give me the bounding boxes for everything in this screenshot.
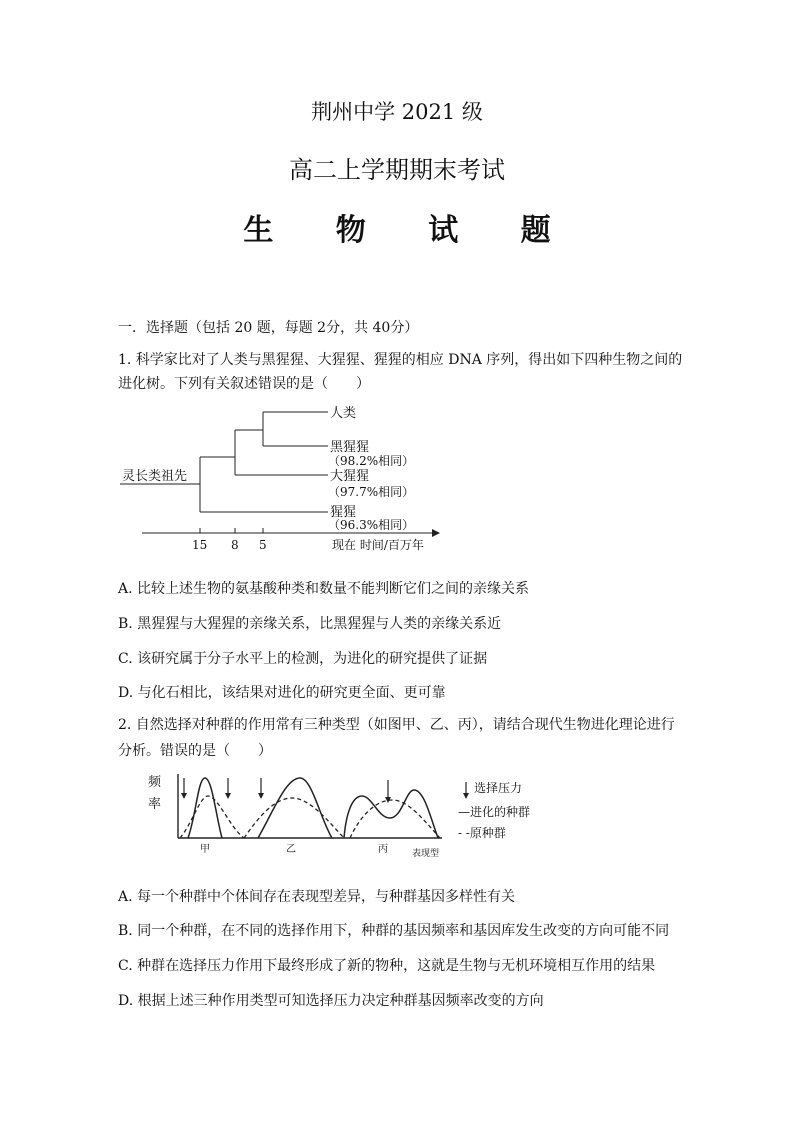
panel-label-bing: 丙 xyxy=(378,844,388,855)
panel-label-jia: 甲 xyxy=(200,844,210,855)
pressure-arrow-3 xyxy=(258,793,264,799)
q1-option-a: A. 比较上述生物的氨基酸种类和数量不能判断它们之间的亲缘关系 xyxy=(118,581,530,597)
time-axis-label: 现在 时间/百万年 xyxy=(332,538,424,552)
q2-option-a: A. 每一个种群中个体间存在表现型差异，与种群基因多样性有关 xyxy=(118,889,516,905)
q2-stem-line1: 2. 自然选择对种群的作用常有三种类型（如图甲、乙、丙），请结合现代生物进化理论进行 xyxy=(118,717,675,733)
leaf-gorilla-note: （97.7%相同） xyxy=(328,485,415,499)
section-heading: 一．选择题（包括 20 题，每题 2分，共 40分） xyxy=(118,320,419,336)
q1-stem-line2: 进化树。下列有关叙述错误的是（ ） xyxy=(118,376,370,392)
legend-pressure: 选择压力 xyxy=(474,781,523,795)
leaf-gorilla: 大猩猩 xyxy=(330,469,370,484)
panel-jia-evolved xyxy=(188,778,222,838)
pressure-arrow-2 xyxy=(225,793,231,799)
legend-original: - -原种群 xyxy=(458,826,506,840)
q2-selection-figure xyxy=(140,766,560,866)
leaf-orangutan: 猩猩 xyxy=(330,505,357,520)
xlabel-phenotype: 表现型 xyxy=(412,849,440,859)
leaf-chimp-note: （98.2%相同） xyxy=(328,454,415,468)
q1-option-c: C. 该研究属于分子水平上的检测，为进化的研究提供了证据 xyxy=(118,651,488,667)
subject-title: 生 物 试 题 xyxy=(243,213,577,248)
time-axis-arrow xyxy=(432,529,440,537)
ylabel-freq-2: 率 xyxy=(148,797,162,812)
q2-stem-line2: 分析。错误的是（ ） xyxy=(118,743,272,759)
leaf-chimp: 黑猩猩 xyxy=(330,440,370,455)
q1-option-d: D. 与化石相比，该结果对进化的研究更全面、更可靠 xyxy=(118,685,446,701)
tick-8: 8 xyxy=(231,538,239,552)
panel-bing-evolved xyxy=(344,790,438,838)
panel-yi-evolved xyxy=(258,778,332,838)
q2-option-b: B. 同一个种群，在不同的选择作用下，种群的基因频率和基因库发生改变的方向可能不同 xyxy=(118,923,670,939)
q1-stem-line1: 1. 科学家比对了人类与黑猩猩、大猩猩、猩猩的相应 DNA 序列，得出如下四种生物之间的 xyxy=(118,352,683,368)
ylabel-freq-1: 频 xyxy=(148,775,162,790)
panel-label-yi: 乙 xyxy=(286,844,296,855)
pressure-arrow-1 xyxy=(181,793,187,799)
q2-option-c: C. 种群在选择压力作用下最终形成了新的物种，这就是生物与无机环境相互作用的结果 xyxy=(118,958,656,974)
leaf-orangutan-note: （96.3%相同） xyxy=(328,518,415,532)
school-title: 荆州中学 2021 级 xyxy=(311,100,483,124)
tick-15: 15 xyxy=(192,538,208,552)
exam-title: 高二上学期期末考试 xyxy=(289,156,505,184)
q2-option-d: D. 根据上述三种作用类型可知选择压力决定种群基因频率改变的方向 xyxy=(118,993,544,1009)
tick-5: 5 xyxy=(259,538,267,552)
q1-evolution-tree xyxy=(110,400,470,560)
q1-option-b: B. 黑猩猩与大猩猩的亲缘关系，比黑猩猩与人类的亲缘关系近 xyxy=(118,616,502,632)
leaf-human: 人类 xyxy=(330,406,357,421)
tree-root-label: 灵长类祖先 xyxy=(122,469,188,484)
legend-evolved: —进化的种群 xyxy=(458,805,531,819)
